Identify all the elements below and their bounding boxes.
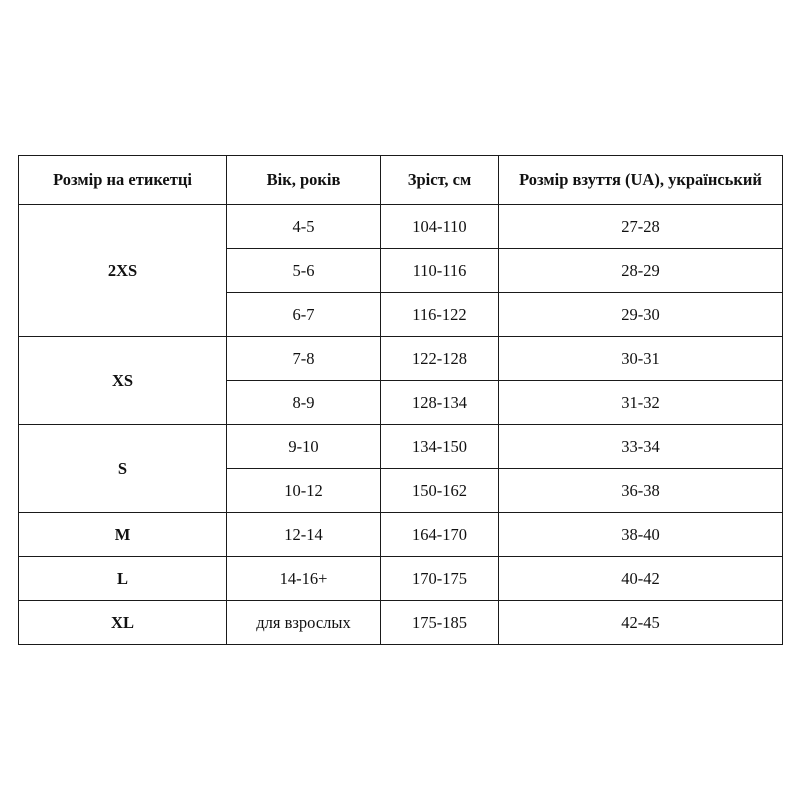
- cell-age: 7-8: [227, 337, 381, 381]
- cell-age: 9-10: [227, 425, 381, 469]
- cell-size-label: XS: [19, 337, 227, 425]
- cell-age: 10-12: [227, 469, 381, 513]
- cell-shoe: 27-28: [499, 205, 783, 249]
- table-row: [19, 601, 783, 645]
- table-row: [19, 205, 783, 249]
- cell-age: 8-9: [227, 381, 381, 425]
- column-header-shoe: Розмір взуття (UA), український: [499, 156, 783, 205]
- cell-height: 116-122: [381, 293, 499, 337]
- cell-shoe: 33-34: [499, 425, 783, 469]
- cell-size-label: 2XS: [19, 205, 227, 337]
- cell-size-label: S: [19, 425, 227, 513]
- size-chart-table: [18, 155, 783, 645]
- cell-shoe: 29-30: [499, 293, 783, 337]
- size-chart-container: [18, 155, 782, 645]
- cell-age: 6-7: [227, 293, 381, 337]
- cell-shoe: 40-42: [499, 557, 783, 601]
- cell-shoe: 36-38: [499, 469, 783, 513]
- cell-shoe: 42-45: [499, 601, 783, 645]
- cell-height: 164-170: [381, 513, 499, 557]
- cell-height: 175-185: [381, 601, 499, 645]
- column-header-height: Зріст, см: [381, 156, 499, 205]
- cell-age: 4-5: [227, 205, 381, 249]
- table-row: [19, 557, 783, 601]
- table-row: [19, 513, 783, 557]
- table-header: [19, 156, 783, 205]
- cell-size-label: XL: [19, 601, 227, 645]
- table-row: [19, 425, 783, 469]
- cell-height: 110-116: [381, 249, 499, 293]
- table-body: [19, 205, 783, 645]
- cell-height: 104-110: [381, 205, 499, 249]
- cell-age: 5-6: [227, 249, 381, 293]
- cell-size-label: M: [19, 513, 227, 557]
- cell-age: 14-16+: [227, 557, 381, 601]
- cell-shoe: 38-40: [499, 513, 783, 557]
- cell-height: 122-128: [381, 337, 499, 381]
- cell-size-label: L: [19, 557, 227, 601]
- table-row: [19, 337, 783, 381]
- cell-height: 128-134: [381, 381, 499, 425]
- cell-age: для взрослых: [227, 601, 381, 645]
- cell-height: 150-162: [381, 469, 499, 513]
- cell-height: 170-175: [381, 557, 499, 601]
- cell-height: 134-150: [381, 425, 499, 469]
- table-header-row: [19, 156, 783, 205]
- cell-shoe: 31-32: [499, 381, 783, 425]
- cell-shoe: 28-29: [499, 249, 783, 293]
- column-header-label: Розмір на етикетці: [19, 156, 227, 205]
- column-header-age: Вік, років: [227, 156, 381, 205]
- cell-age: 12-14: [227, 513, 381, 557]
- cell-shoe: 30-31: [499, 337, 783, 381]
